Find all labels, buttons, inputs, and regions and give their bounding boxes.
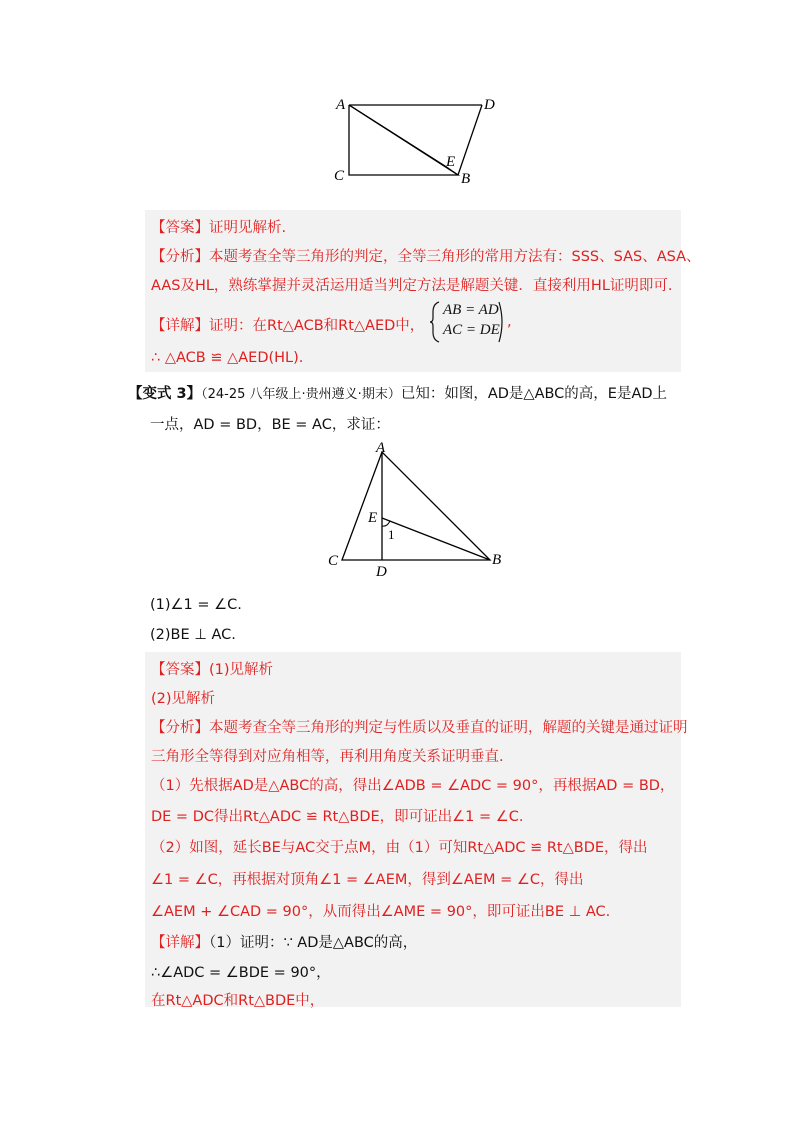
step1-line1: （1）先根据AD是△ABC的高，得出∠ADB = ∠ADC = 90°，再根据AD = BD， (151, 778, 675, 794)
step2-line3: ∠AEM + ∠CAD = 90°，从而得出∠AME = 90°，即可证出BE ⊥ AC. (151, 904, 611, 920)
label-A2: A (376, 440, 386, 456)
figure-2-triangle (320, 440, 510, 580)
label-E2: E (368, 510, 378, 526)
analysis3-line1: 【分析】本题考查全等三角形的判定与性质以及垂直的证明，解题的关键是通过证明 (151, 720, 688, 736)
detail-comma: , (507, 314, 512, 330)
problem3-line2: 一点，AD = BD，BE = AC，求证： (150, 417, 390, 433)
figure2-eb (382, 518, 490, 560)
analysis3-line2: 三角形全等得到对应角相等，再利用角度关系证明垂直. (151, 749, 504, 765)
conclusion-line: ∴ △ACB ≌ △AED(HL). (151, 350, 304, 366)
label-1: 1 (388, 527, 395, 542)
label-A: A (336, 97, 346, 113)
figure-1-rectangle-triangle (330, 90, 510, 190)
problem3-part1: (1)∠1 = ∠C. (150, 597, 242, 613)
problem3-tag: 【变式 3】 (128, 386, 202, 402)
label-E: E (446, 154, 456, 170)
angle-1-arc (382, 521, 390, 526)
detail3-line1: 【详解】（1）证明：∵ AD是△ABC的高， (151, 935, 418, 951)
label-C: C (334, 168, 345, 184)
label-D2: D (376, 564, 387, 580)
equation-system-brace (429, 300, 441, 344)
figure2-outline (342, 452, 490, 560)
system-top: AB = AD (443, 302, 499, 318)
answer-box-1 (145, 210, 701, 372)
label-B: B (461, 171, 471, 187)
detail3-line2: ∴∠ADC = ∠BDE = 90°， (151, 965, 331, 981)
answer3-line2: (2)见解析 (151, 691, 216, 707)
problem3-line1: 【变式 3】（24-25 八年级上·贵州遵义·期末）已知：如图，AD是△ABC的高，E是AD上 (128, 386, 668, 402)
equation-system-paren (497, 300, 507, 344)
step1-line2: DE = DC得出Rt△ADC ≌ Rt△BDE，即可证出∠1 = ∠C. (151, 809, 524, 825)
answer-line: 【答案】证明见解析. (151, 220, 287, 236)
step2-line2: ∠1 = ∠C，再根据对顶角∠1 = ∠AEM，得到∠AEM = ∠C，得出 (151, 872, 584, 888)
figure1-ae (349, 105, 445, 166)
problem3-part2: (2)BE ⊥ AC. (150, 627, 236, 643)
detail3-line3: 在Rt△ADC和Rt△BDE中， (151, 993, 325, 1009)
label-B2: B (492, 552, 502, 568)
analysis-line-1: 【分析】本题考查全等三角形的判定，全等三角形的常用方法有：SSS、SAS、ASA、 (151, 249, 701, 265)
answer3-line1: 【答案】(1)见解析 (151, 662, 274, 678)
label-D: D (484, 97, 495, 113)
detail-line: 【详解】证明：在Rt△ACB和Rt△AED中， (151, 318, 425, 334)
answer-box-3 (145, 652, 688, 1009)
label-C2: C (328, 553, 339, 569)
system-bottom: AC = DE (443, 322, 500, 338)
step2-line1: （2）如图，延长BE与AC交于点M，由（1）可知Rt△ADC ≌ Rt△BDE，得出 (151, 840, 648, 856)
analysis-line-2: AAS及HL，熟练掌握并灵活运用适当判定方法是解题关键．直接利用HL证明即可. (151, 278, 673, 294)
figure1-db (458, 105, 482, 175)
